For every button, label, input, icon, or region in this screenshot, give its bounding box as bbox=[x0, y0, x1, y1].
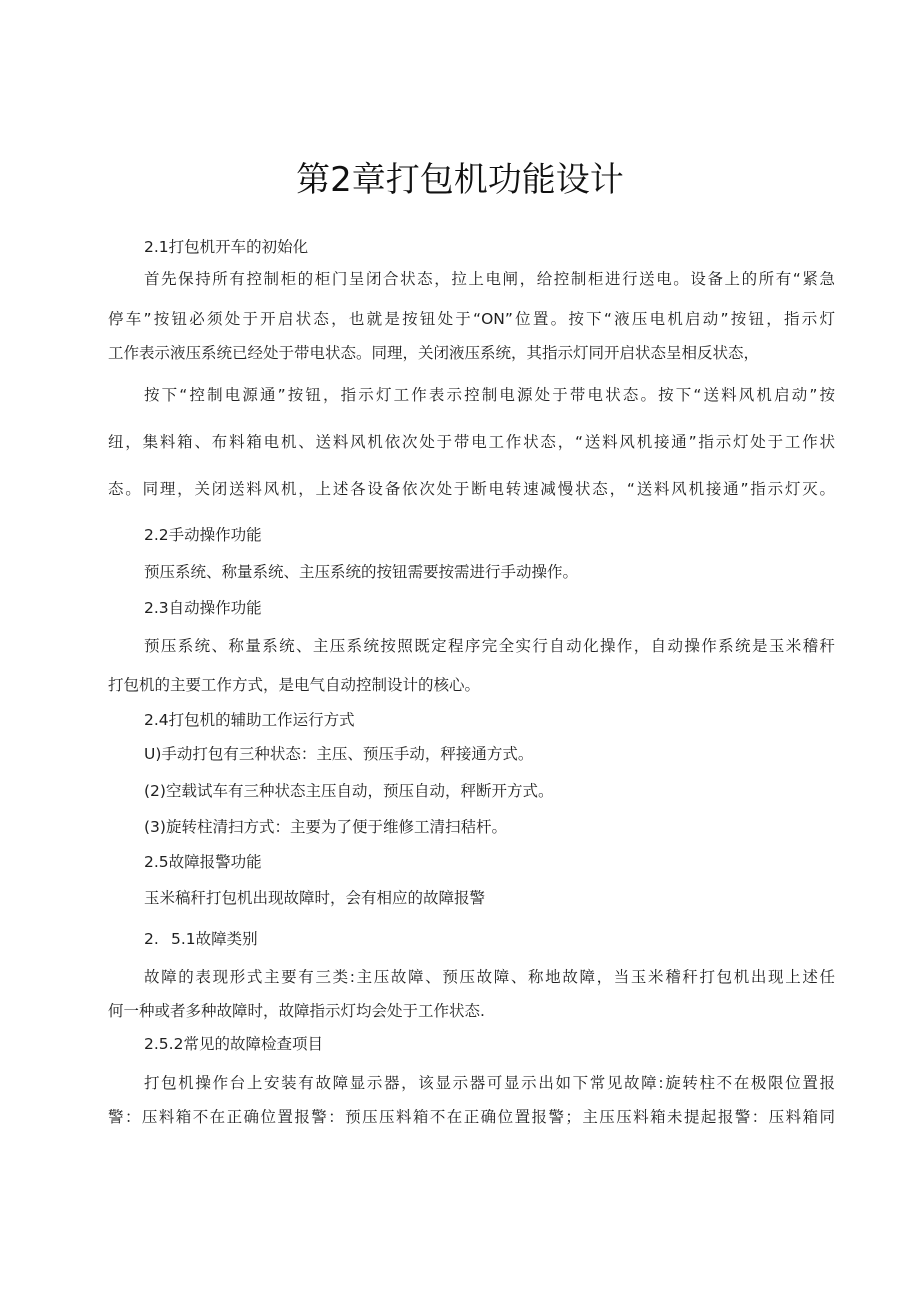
section-heading-2-4: 2.4打包机的辅助工作运行方式 bbox=[144, 711, 355, 729]
section-heading-2-5-2: 2.5.2常见的故障检查项目 bbox=[144, 1035, 323, 1053]
section-heading-2-1: 2.1打包机开车的初始化 bbox=[144, 238, 309, 256]
paragraph-2-5-2-line-1: 打包机操作台上安装有故障显示器，该显示器可显示出如下常见故障:旋转柱不在极限位置报 bbox=[144, 1074, 835, 1092]
paragraph-2-1b-line-2: 纽，集料箱、布料箱电机、送料风机依次处于带电工作状态，“送料风机接通”指示灯处于工作状 bbox=[108, 433, 835, 451]
paragraph-2-1-line-1: 首先保持所有控制柜的柜门呈闭合状态，拉上电闸，给控制柜进行送电。设备上的所有“紧急 bbox=[144, 270, 835, 288]
paragraph-2-1b-line-1: 按下“控制电源通”按钮，指示灯工作表示控制电源处于带电状态。按下“送料风机启动”按 bbox=[144, 386, 835, 404]
paragraph-2-2: 预压系统、称量系统、主压系统的按钮需要按需进行手动操作。 bbox=[144, 563, 579, 581]
section-heading-2-5: 2.5故障报警功能 bbox=[144, 853, 262, 871]
paragraph-2-3-line-2: 打包机的主要工作方式，是电气自动控制设计的核心。 bbox=[108, 676, 481, 694]
section-heading-2-5-1-number: 2. bbox=[144, 930, 159, 948]
paragraph-2-5: 玉米稿秆打包机出现故障时，会有相应的故障报警 bbox=[144, 889, 486, 907]
paragraph-2-5-2-line-2: 警：压料箱不在正确位置报警：预压压料箱不在正确位置报警；主压压料箱未提起报警：压料箱同 bbox=[108, 1108, 835, 1126]
paragraph-2-1-line-2: 停车”按钮必须处于开启状态，也就是按钮处于“ON”位置。按下“液压电机启动”按钮，指示灯 bbox=[108, 310, 835, 328]
section-heading-2-2: 2.2手动操作功能 bbox=[144, 526, 262, 544]
paragraph-2-1-line-3: 工作表示液压系统已经处于带电状态。同理，关闭液压系统，其指示灯同开启状态呈相反状态， bbox=[108, 344, 760, 362]
list-item: (2)空载试车有三种状态主压自动，预压自动，秤断开方式。 bbox=[144, 782, 554, 800]
list-item: (3)旋转柱清扫方式：主要为了便于维修工清扫秸杆。 bbox=[144, 818, 507, 836]
section-heading-2-3: 2.3自动操作功能 bbox=[144, 599, 262, 617]
paragraph-2-5-1-line-2: 何一种或者多种故障时，故障指示灯均会处于工作状态. bbox=[108, 1002, 485, 1020]
paragraph-2-3-line-1: 预压系统、称量系统、主压系统按照既定程序完全实行自动化操作，自动操作系统是玉米稽秆 bbox=[144, 637, 835, 655]
paragraph-2-1b-line-3: 态。同理，关闭送料风机，上述各设备依次处于断电转速减慢状态，“送料风机接通”指示灯灭。 bbox=[108, 480, 835, 498]
section-heading-2-5-1-text: 5.1故障类别 bbox=[171, 930, 258, 948]
paragraph-2-5-1-line-1: 故障的表现形式主要有三类:主压故障、预压故障、称地故障，当玉米稽秆打包机出现上述任 bbox=[144, 968, 835, 986]
list-item: U)手动打包有三种状态：主压、预压手动，秤接通方式。 bbox=[144, 745, 534, 763]
chapter-title: 第2章打包机功能设计 bbox=[296, 160, 624, 200]
